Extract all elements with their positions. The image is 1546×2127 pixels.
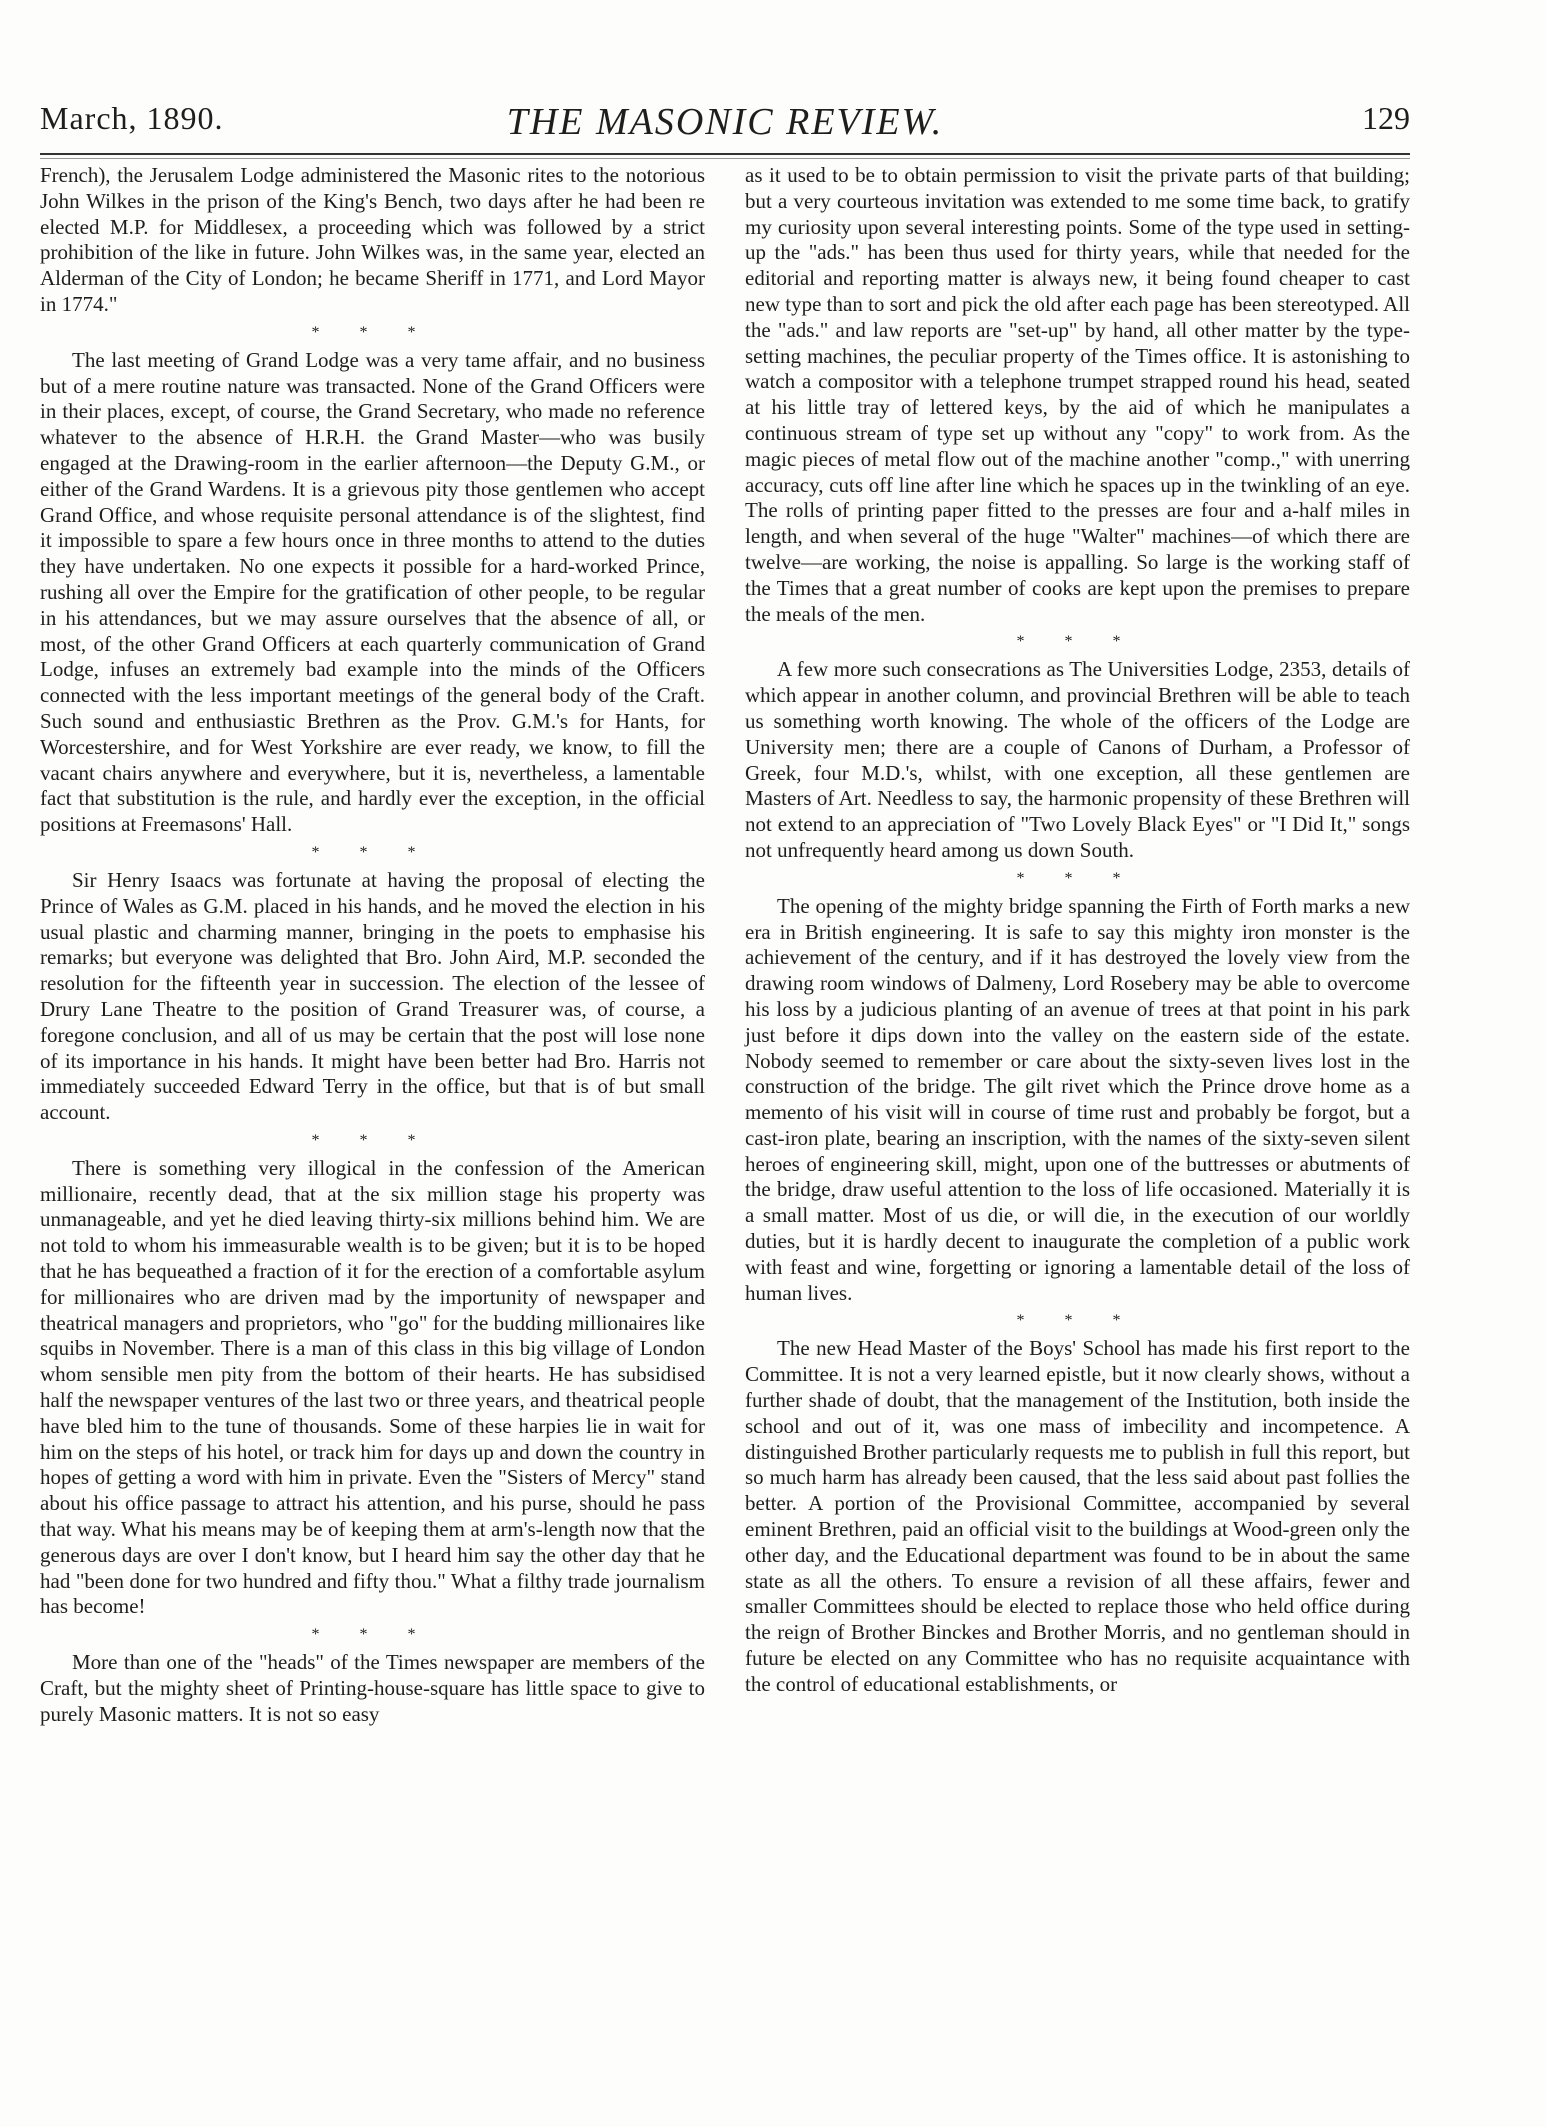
page-header <box>40 100 1410 150</box>
page-number: 129 <box>1362 100 1410 136</box>
paragraph: French), the Jerusalem Lodge administered the Masonic rites to the notorious John Wilkes in the prison of the King's Bench, two days after he had been re elected M.P. for Middlesex, a proceeding which was followed by a strict prohibition of the like in future. John Wilkes was, in the same year, elected an Alderman of the City of London; he became Sheriff in 1771, and Lord Mayor in 1774." <box>40 163 705 316</box>
section-separator: * * * <box>311 1131 434 1149</box>
section-separator: * * * <box>311 323 434 341</box>
section-separator: * * * <box>1016 869 1139 887</box>
header-rule <box>40 153 1410 155</box>
header-rule-thin <box>40 158 1410 159</box>
paragraph: as it used to be to obtain permission to visit the private parts of that building; but a very courteous invitation was extended to me some time back, to gratify my curiosity upon several interesting points. Some of the type used in setting-up the "ads." has been thus used for thirty years, while that needed for the editorial and reporting matter is always new, it being found cheaper to cast new type than to sort and pick the old after each page has been stereotyped. All the "ads." and law reports are "set-up" by hand, all other matter by the type-setting machines, the peculiar property of the Times office. It is astonishing to watch a compositor with a telephone trumpet strapped round his head, seated at his little tray of lettered keys, by the aid of which he manipulates a continuous stream of type set up without any "copy" to work from. As the magic pieces of metal flow out of the machine another "comp.," with unerring accuracy, cuts off line after line which he spaces up in the twinkling of an eye. The rolls of printing paper fitted to the presses are four and a-half miles in length, and when several of the huge "Walter" machines—of which there are twelve—are working, the noise is appalling. So large is the working staff of the Times that a great number of cooks are kept upon the premises to prepare the meals of the men. <box>745 163 1410 626</box>
paragraph: More than one of the "heads" of the Times newspaper are members of the Craft, but the mighty sheet of Printing-house-square has little space to give to purely Masonic matters. It is not so easy <box>40 1650 705 1726</box>
left-column <box>40 163 705 1728</box>
masthead-title: THE MASONIC REVIEW. <box>506 101 944 143</box>
paragraph: A few more such consecrations as The Universities Lodge, 2353, details of which appear in another column, and provincial Brethren will be able to teach us something worth knowing. The whole of the officers of the Lodge are University men; there are a couple of Canons of Durham, a Professor of Greek, four M.D.'s, whilst, with one exception, all these gentlemen are Masters of Art. Needless to say, the harmonic propensity of these Brethren will not extend to an appreciation of "Two Lovely Black Eyes" or "I Did It," songs not unfrequently heard among us down South. <box>745 657 1410 862</box>
section-separator: * * * <box>1016 633 1139 651</box>
section-separator: * * * <box>1016 1312 1139 1330</box>
issue-date: March, 1890. <box>40 100 224 136</box>
section-separator: * * * <box>311 843 434 861</box>
paragraph: The opening of the mighty bridge spanning the Firth of Forth marks a new era in British engineering. It is safe to say this mighty iron monster is the achievement of the century, and if it has destroyed the lovely view from the drawing room windows of Dalmeny, Lord Rosebery may be able to overcome his loss by a judicious planting of an avenue of trees at that point in his park just before it dips down into the valley on the eastern side of the estate. Nobody seemed to remember or care about the sixty-seven lives lost in the construction of the bridge. The gilt rivet which the Prince drove home as a memento of his visit will in course of time rust and probably be forgot, but a cast-iron plate, bearing an inscription, with the names of the sixty-seven silent heroes of engineering skill, might, upon one of the buttresses or abutments of the bridge, draw useful attention to the loss of life occasioned. Materially it is a small matter. Most of us die, or will die, in the execution of our worldly duties, but it is hardly decent to inaugurate the completion of a public work with feast and wine, forgetting or ignoring a lamentable detail of the loss of human lives. <box>745 893 1410 1305</box>
section-separator: * * * <box>311 1626 434 1644</box>
paragraph: There is something very illogical in the confession of the American millionaire, recently dead, that at the six million stage his property was unmanageable, and yet he died leaving thirty-six millions behind him. We are not told to whom his immeasurable wealth is to be given; but it is to be hoped that he has bequeathed a fraction of it for the erection of a comfortable asylum for millionaires who are driven mad by the importunity of newspaper and theatrical managers and proprietors, who "go" for the budding millionaires like squibs in November. There is a man of this class in this big village of London whom sensible men pity from the bottom of their hearts. He has subsidised half the newspaper ventures of the last two or three years, and theatrical people have bled him to the tune of thousands. Some of these harpies lie in wait for him on the steps of his hotel, or track him for days up and down the country in hopes of getting a word with him in private. Even the "Sisters of Mercy" stand about his office passage to attract his attention, and his purse, should he pass that way. What his means may be of keeping them at arm's-length now that the generous days are over I don't know, but I heard him say the other day that he had "been done for two hundred and fifty thou." What a filthy trade journalism has become! <box>40 1155 705 1619</box>
paragraph: The new Head Master of the Boys' School has made his first report to the Committee. It is not a very learned epistle, but it now clearly shows, without a further shade of doubt, that the management of the Institution, both inside the school and out of it, was one mass of imbecility and incompetence. A distinguished Brother particularly requests me to publish in full this report, but so much harm has already been caused, that the less said about past follies the better. A portion of the Provisional Committee, accompanied by several eminent Brethren, paid an official visit to the buildings at Wood-green only the other day, and the Educational department was found to be in about the same state as all the others. To ensure a revision of all these affairs, fewer and smaller Committees should be elected to replace those who held office during the reign of Brother Binckes and Brother Morris, and no gentleman should in future be elected on any Committee who has no requisite acquaintance with the control of educational establishments, or <box>745 1336 1410 1696</box>
paragraph: The last meeting of Grand Lodge was a very tame affair, and no business but of a mere routine nature was transacted. None of the Grand Officers were in their places, except, of course, the Grand Secretary, who made no reference whatever to the absence of H.R.H. the Grand Master—who was busily engaged at the Drawing-room in the earlier afternoon—the Deputy G.M., or either of the Grand Wardens. It is a grievous pity those gentlemen who accept Grand Office, and whose requisite personal attendance is of the slightest, find it impossible to spare a few hours once in three months to attend to the duties they have undertaken. No one expects it possible for a hard-worked Prince, rushing all over the Empire for the gratification of other people, to be regular in his attendances, but we may assure ourselves that the absence of all, or most, of the other Grand Officers at each quarterly communication of Grand Lodge, infuses an extremely bad example into the minds of the Officers connected with the less important meetings of the general body of the Craft. Such sound and enthusiastic Brethren as the Prov. G.M.'s for Hants, for Worcestershire, and for West Yorkshire are ever ready, we know, to fill the vacant chairs anywhere and everywhere, but it is, nevertheless, a lamentable fact that substitution is the rule, and hardly ever the exception, in the official positions at Freemasons' Hall. <box>40 347 705 837</box>
right-column <box>745 163 1410 1698</box>
paragraph: Sir Henry Isaacs was fortunate at having the proposal of electing the Prince of Wales as G.M. placed in his hands, and he moved the election in his usual plastic and charming manner, bringing in the poets to emphasise his remarks; but everyone was delighted that Bro. John Aird, M.P. seconded the resolution for the fifteenth year in succession. The election of the lessee of Drury Lane Theatre to the position of Grand Treasurer was, of course, a foregone conclusion, and all of us may be certain that the post will lose none of its importance in his hands. It might have been better had Bro. Harris not immediately succeeded Edward Terry in the office, but that is of but small account. <box>40 867 705 1125</box>
